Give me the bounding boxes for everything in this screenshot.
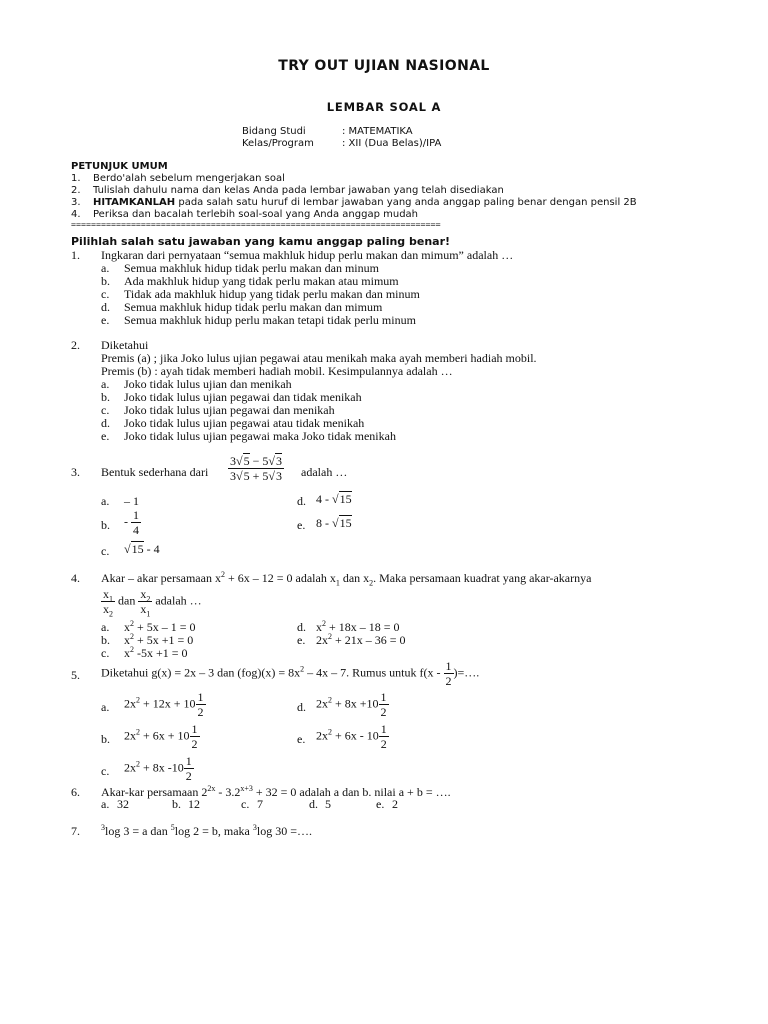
q6-text-a: Akar-kar persamaan 2 [101,785,208,799]
q3-option-a: – 1 [124,494,139,508]
q7-text-a: log 3 = a dan [105,824,171,838]
q3-fraction: $\frac{3√5 - 5√3}{3√5 + 5√3}$ [230,454,282,483]
q1-option-d: Semua makhluk hidup tidak perlu makan dan mimum [124,300,383,314]
q5-option-label-a: a. [101,700,110,714]
instruction-num-2: 2. [71,185,81,196]
q4-option-a: $x^2 + 5x - 1 = 0$ [124,619,196,634]
q4-line-2-dan: dan [118,593,136,608]
q6-option-c: 7 [257,797,263,811]
q7-text-b: log 2 = b, maka [174,824,253,838]
q4-option-label-a: a. [101,620,110,634]
q4-option-label-b: b. [101,633,110,647]
instruction-num-4: 4. [71,209,81,220]
q5-text: Diketahui g(x) = 2x – 3 dan $(fog)(x) = 8x^2 - 4x - 7$. Rumus untuk f(x - $\frac{1}{2}$ )=…. [101,659,480,688]
q4-option-label-c: c. [101,646,110,660]
q4-option-label-d: d. [297,620,306,634]
q1-option-b: Ada makhluk hidup yang tidak perlu makan atau mimum [124,274,399,288]
q6-number: 6. [71,785,80,799]
q3-option-e: 8 - √15 [316,516,352,530]
q2-option-label-e: e. [101,429,110,443]
q1-number: 1. [71,248,80,262]
q3-option-d: 4 - √15 [316,492,352,506]
q4-text-b: adalah [295,571,327,585]
q5-number: 5. [71,668,80,682]
q3-pre: Bentuk sederhana dari [101,465,209,479]
q6-option-label-a: a. [101,797,110,811]
q1-option-a: Semua makhluk hidup tidak perlu makan dan minum [124,261,379,275]
q6-option-label-c: c. [241,797,250,811]
q6-option-b: 12 [188,797,200,811]
q2-option-label-b: b. [101,390,110,404]
meta-label-class: Kelas/Program [242,138,314,149]
q1-option-label-a: a. [101,261,110,275]
q4-option-e: $2x^2 + 21x - 36 = 0$ [316,632,406,647]
q5-option-label-c: c. [101,764,110,778]
q3-option-d-rest: 4 - [316,492,329,506]
q5-option-a: $2x^2 + 12x + 10$ $\frac{1}{2}$ [124,690,204,719]
q2-line-2: Premis (a) ; jika Joko lulus ujian pegawai atau menikah maka ayah memberi hadiah mobil. [101,351,537,365]
meta-value-subject: : MATEMATIKA [342,126,413,137]
q4-text-c: dan [342,571,361,585]
q2-option-a: Joko tidak lulus ujian dan menikah [124,377,292,391]
section-instruction: Pilihlah salah satu jawaban yang kamu anggap paling benar! [71,235,451,248]
q5-option-c: $2x^2 + 8x$ -10 $\frac{1}{2}$ [124,754,192,783]
q4-line-2: $\frac{x_1}{x_2}$ dan $\frac{x_2}{x_1}$ adalah … [103,587,202,619]
q3-option-label-b: b. [101,518,110,532]
q6-option-label-d: d. [309,797,318,811]
q5-text-a: Diketahui g(x) = 2x – 3 dan (fog)(x) = 8x [101,665,301,680]
q1-option-c: Tidak ada makhluk hidup yang tidak perlu makan dan minum [124,287,420,301]
instruction-num-3: 3. [71,197,81,208]
q7-text: $^3$log 3 = a dan $^5$log 2 = b, maka $^3$log 30 =…. [101,823,312,838]
q6-option-label-b: b. [172,797,181,811]
instruction-text-4: Periksa dan bacalah terlebih soal-soal yang Anda anggap mudah [93,209,419,220]
q4-option-label-e: e. [297,633,306,647]
q1-option-label-b: b. [101,274,110,288]
instruction-text-1: Berdo'alah sebelum mengerjakan soal [93,173,285,184]
q6-text: Akar-kar persamaan $2^{2x} - 3.2^{x+3} + 32 = 0$ adalah a dan b. nilai a + b = …. [101,784,451,799]
q7-text-c: log 30 =…. [256,824,312,838]
q5-option-label-d: d. [297,700,306,714]
q4-option-b: $x^2 + 5x +1 = 0$ [124,632,194,647]
q3-option-label-e: e. [297,518,306,532]
q3-option-e-rest: 8 - [316,516,329,530]
q5-option-label-b: b. [101,732,110,746]
q6-option-label-e: e. [376,797,385,811]
q3-number: 3. [71,465,80,479]
q3-post: adalah … [301,465,348,479]
q5-text-c: )=…. [453,665,480,680]
q1-option-label-c: c. [101,287,110,301]
meta-label-subject: Bidang Studi [242,126,306,137]
q1-option-label-e: e. [101,313,110,327]
q4-number: 4. [71,571,80,585]
q4-text-a: Akar – akar persamaan [101,571,212,585]
q5-option-b: $2x^2 + 6x + 10$ $\frac{1}{2}$ [124,722,198,751]
q7-number: 7. [71,824,80,838]
q6-text-c: + 32 = 0 adalah a dan b. nilai a + b = …. [252,785,451,799]
meta-value-class: : XII (Dua Belas)/IPA [342,138,442,149]
q5-option-d: $2x^2 + 8x +10$ $\frac{1}{2}$ [316,690,387,719]
q3-option-b: - $\frac{1}{4}$ [124,508,139,537]
q4-line-2-end: adalah … [155,593,202,608]
q6-option-d: 5 [325,797,331,811]
page-subtitle: LEMBAR SOAL A [326,100,442,114]
instructions-heading: PETUNJUK UMUM [71,161,168,172]
q3-option-label-a: a. [101,494,110,508]
separator-line: ========================================================================== [71,219,441,229]
q4-text-d: . Maka persamaan kuadrat yang akar-akarnya [373,571,592,585]
page-title: TRY OUT UJIAN NASIONAL [278,58,490,74]
q2-option-c: Joko tidak lulus ujian pegawai dan menikah [124,403,335,417]
instruction-bold-word: HITAMKANLAH [93,197,176,208]
q1-option-e: Semua makhluk hidup perlu makan tetapi tidak perlu minum [124,313,416,327]
instruction-text-3-rest: pada salah satu huruf di lembar jawaban yang anda anggap paling benar dengan pensil 2B [175,197,637,208]
q6-text-b: - 3.2 [215,785,241,799]
q3-option-label-c: c. [101,544,110,558]
q2-option-d: Joko tidak lulus ujian pegawai atau tidak menikah [124,416,365,430]
q6-option-a: 32 [117,797,129,811]
q2-line-3: Premis (b) : ayah tidak memberi hadiah mobil. Kesimpulannya adalah … [101,364,453,378]
q2-option-label-d: d. [101,416,110,430]
q5-option-label-e: e. [297,732,306,746]
q2-option-label-c: c. [101,403,110,417]
q2-option-b: Joko tidak lulus ujian pegawai dan tidak menikah [124,390,362,404]
q3-option-c: √15 - 4 [124,542,160,556]
q3-option-label-d: d. [297,494,306,508]
q4-option-d: $x^2 + 18x - 18 = 0$ [316,619,400,634]
q5-text-b: – 4x – 7. Rumus untuk f(x - [304,665,441,680]
instruction-text-3 [93,197,637,208]
q1-text: Ingkaran dari pernyataan “semua makhluk hidup perlu makan dan mimum” adalah … [101,248,514,262]
q4-option-c: $x^2$ -5x +1 = 0 [124,645,188,660]
q5-option-e: $2x^2 + 6x - 10$ $\frac{1}{2}$ [316,722,387,751]
instruction-num-1: 1. [71,173,81,184]
q2-option-e: Joko tidak lulus ujian pegawai maka Joko tidak menikah [124,429,396,443]
q2-number: 2. [71,338,80,352]
q6-option-e: 2 [392,797,398,811]
q4-text: Akar – akar persamaan $x^2 + 6x - 12 = 0$ adalah $x_1$ dan $x_2$. Maka persamaan kuadrat yang akar-akarnya [101,570,592,588]
q2-line-1: Diketahui [101,338,149,352]
q1-option-label-d: d. [101,300,110,314]
q3-option-c-rest: - 4 [146,542,160,556]
q3-option-b-sign: - [124,514,128,529]
instruction-text-2: Tulislah dahulu nama dan kelas Anda pada lembar jawaban yang telah disediakan [93,185,504,196]
q2-option-label-a: a. [101,377,110,391]
